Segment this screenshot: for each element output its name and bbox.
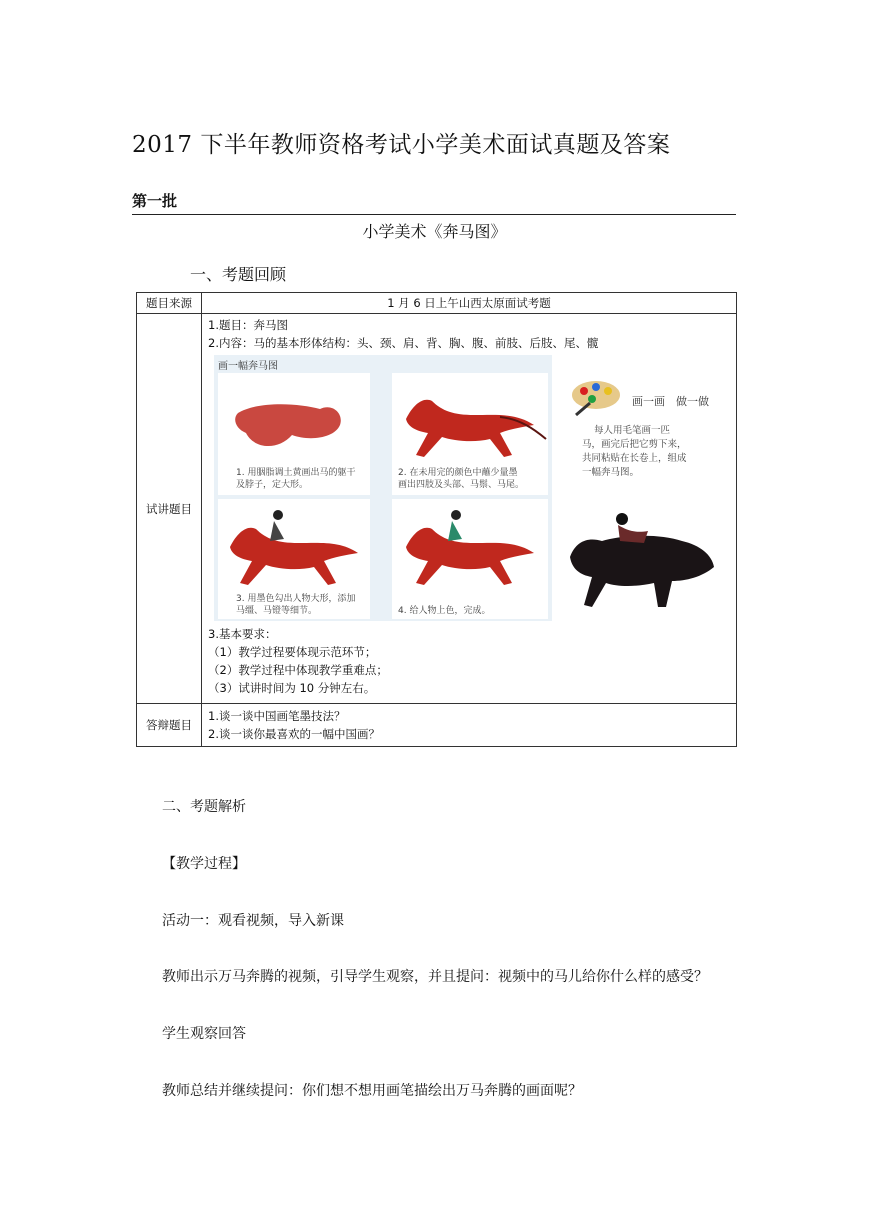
lesson-title: 小学美术《奔马图》 — [362, 222, 507, 241]
section-heading-analysis: 二、考题解析 — [162, 799, 246, 815]
requirement-1: （1）教学过程要体现示范环节； — [208, 645, 377, 659]
defense-question-1: 1.谈一谈中国画笔墨技法？ — [208, 709, 346, 723]
ink-horse-painting — [562, 511, 722, 611]
document-title: 2017 下半年教师资格考试小学美术面试真题及答案 — [132, 132, 671, 158]
defense-label: 答辩题目 — [137, 704, 202, 747]
activity-title: 画一画 做一做 — [632, 395, 709, 408]
defense-content — [202, 704, 737, 747]
step4-caption: 4. 给人物上色，完成。 — [398, 606, 491, 616]
content-line: 2.内容：马的基本形体结构：头、颈、肩、背、胸、腹、前肢、后肢、尾、髋 — [208, 336, 599, 350]
paragraph-teacher-summary: 教师总结并继续提问：你们想不想用画笔描绘出万马奔腾的画面呢？ — [162, 1083, 582, 1099]
process-heading: 【教学过程】 — [162, 856, 246, 872]
step2-caption-2: 画出四肢及头部、马鬃、马尾。 — [398, 480, 525, 490]
paragraph-teacher-video: 教师出示万马奔腾的视频，引导学生观察，并且提问：视频中的马儿给你什么样的感受？ — [162, 969, 708, 985]
requirement-3: （3）试讲时间为 10 分钟左右。 — [208, 681, 376, 695]
requirements-title: 3.基本要求： — [208, 627, 277, 641]
step2-horse-sketch — [394, 385, 548, 465]
batch-heading: 第一批 — [132, 192, 178, 210]
source-value: 1 月 6 日上午山西太原面试考题 — [202, 293, 737, 314]
divider — [132, 214, 736, 215]
figure-header: 画一幅奔马图 — [218, 361, 278, 372]
activity-text-4: 一幅奔马图。 — [582, 467, 640, 478]
requirement-2: （2）教学过程中体现教学重难点； — [208, 663, 388, 677]
paragraph-students-answer: 学生观察回答 — [162, 1026, 246, 1042]
step2-caption-1: 2. 在未用完的颜色中蘸少量墨 — [398, 468, 518, 478]
source-label: 题目来源 — [137, 293, 202, 314]
step1-horse-sketch — [228, 389, 358, 459]
step1-caption-2: 及脖子，定大形。 — [236, 480, 309, 490]
palette-icon — [570, 377, 624, 417]
activity-text-2: 马，画完后把它剪下来， — [582, 439, 687, 450]
activity-text-3: 共同粘贴在长卷上，组成 — [582, 453, 687, 464]
step3-caption-2: 马缰、马镫等细节。 — [236, 606, 318, 616]
exam-table — [136, 292, 737, 747]
lecture-label: 试讲题目 — [137, 314, 202, 704]
textbook-figure — [214, 355, 724, 621]
activity-one-heading: 活动一：观看视频，导入新课 — [162, 913, 344, 929]
step3-caption-1: 3. 用墨色勾出人物大形，添加 — [236, 594, 356, 604]
lecture-content — [202, 314, 737, 704]
section-heading-review: 一、考题回顾 — [190, 265, 287, 284]
step1-caption-1: 1. 用胭脂调土黄画出马的躯干 — [236, 468, 356, 478]
step4-horse-rider-sketch — [394, 505, 548, 591]
topic-line: 1.题目：奔马图 — [208, 318, 288, 332]
activity-text-1: 每人用毛笔画一匹 — [594, 425, 671, 436]
defense-question-2: 2.谈一谈你最喜欢的一幅中国画？ — [208, 727, 380, 741]
step3-horse-rider-sketch — [218, 505, 372, 591]
